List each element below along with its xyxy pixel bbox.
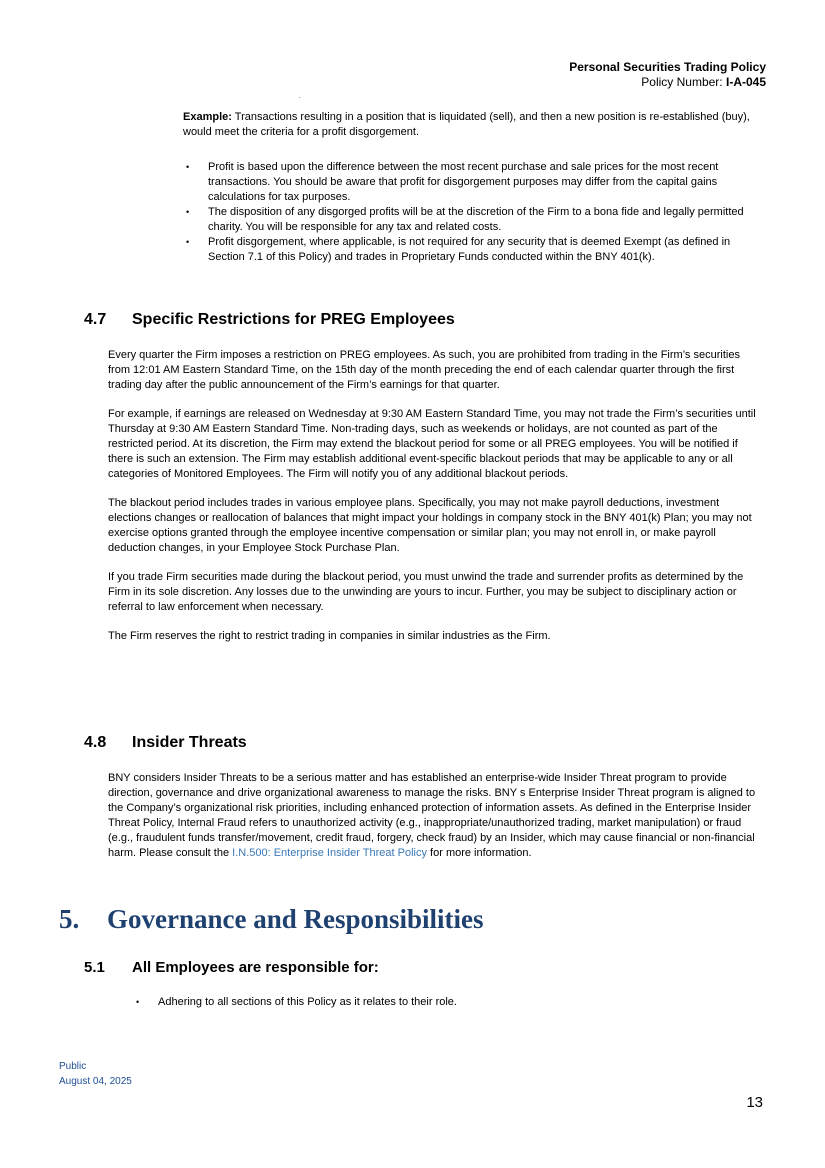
profit-bullet-list [183,160,768,265]
example-label: Example: [183,111,232,123]
section-bold-title: All Employees [132,959,235,976]
policy-number: I-A-045 [725,75,766,89]
insider-threat-paragraph [108,771,764,861]
policy-title: Personal Securities Trading Policy [569,60,766,74]
section-number: 4.8 [84,734,107,751]
page-header [569,60,766,90]
page-number: 13 [746,1094,763,1111]
paragraph: The blackout period includes trades in various employee plans. Specifically, you may not make payroll deductions, investment elections changes or reallocation of balances that might impact your holdings in company stock in the BNY 401(k) Plan; you may not exercise options granted through the employee incentive compensation or similar plan; you may not enroll in, or make payroll deduction changes, in your Employee Stock Purchase Plan. [108,497,752,554]
section-title: Insider Threats [132,734,247,751]
example-text: Transactions resulting in a position that is liquidated (sell), and then a new position is re-established (buy), would meet the criteria for a profit disgorgement. [183,111,750,138]
page-footer [59,1059,132,1089]
section-title: Specific Restrictions for PREG Employees [132,311,455,328]
section-number: 4.7 [84,311,107,328]
footer-date: August 04, 2025 [59,1076,132,1087]
policy-number-label: Policy Number: [641,75,723,89]
section-title-rest: are responsible for: [238,959,379,976]
policy-number-line [569,75,766,90]
chapter-number: 5. [59,904,80,934]
section-heading-5-1 [84,958,379,978]
section-body-4-7 [108,348,764,658]
list-item: • The disposition of any disgorged profits will be at the discretion of the Firm to a bona fide and legally permitted charity. You will be responsible for any tax and related costs. [183,205,768,235]
chapter-title: Governance and Responsibilities [107,904,484,934]
section-number: 5.1 [84,959,105,976]
list-item: • Profit is based upon the difference between the most recent purchase and sale prices for the most recent transactions. You should be aware that profit for disgorgement purposes may differ from the capital gains calculations for tax purposes. [183,160,768,205]
section-heading-4-7 [84,310,455,330]
stray-dot: . [299,94,301,100]
paragraph: The Firm reserves the right to restrict trading in companies in similar industries as the Firm. [108,630,551,642]
section-body-4-8 [108,771,764,875]
list-item: • Adhering to all sections of this Policy as it relates to their role. [133,995,733,1010]
paragraph-text-end: for more information. [430,847,532,859]
section-heading-4-8 [84,733,247,753]
paragraph: Every quarter the Firm imposes a restriction on PREG employees. As such, you are prohibited from trading in the Firm’s securities from 12:01 AM Eastern Standard Time, on the 15th day of the month preceding the end of each calendar quarter through the first trading day after the public announcement of the Firm’s earnings for that quarter. [108,349,740,391]
example-paragraph [183,110,768,140]
policy-link[interactable]: I.N.500: Enterprise Insider Threat Policy [232,847,427,859]
chapter-heading-5 [59,902,484,936]
paragraph: If you trade Firm securities made during the blackout period, you must unwind the trade and surrender profits as determined by the Firm in its sole discretion. Any losses due to the unwinding are yours to incur. Further, you may be subject to disciplinary action or referral to law enforcement when necessary. [108,571,744,613]
classification-label: Public [59,1061,87,1072]
paragraph-text: BNY considers Insider Threats to be a serious matter and has established an enterprise-wide Insider Threat program to provide direction, governance and drive organizational awareness to manage the risks. BNY s Enterprise Insider Threat program is aligned to the Company’s organizational risk priorities, including enhanced protection of information assets. As defined in the Enterprise Insider Threat Policy, Internal Fraud refers to unauthorized activity (e.g., inappropriate/unauthorized trading, market manipulation) or fraud (e.g., fraudulent funds transfer/movement, credit fraud, forgery, check fraud) by an Insider, which may cause financial or non-financial harm. Please consult the [108,772,756,859]
paragraph: For example, if earnings are released on Wednesday at 9:30 AM Eastern Standard Time, you may not trade the Firm’s securities until Thursday at 9:30 AM Eastern Standard Time. Non-trading days, such as weekends or holidays, are not counted as part of the restricted period. At its discretion, the Firm may extend the blackout period for some or all PREG employees. You will be notified if there is such an extension. The Firm may establish additional event-specific blackout periods that may be applicable to any or all categories of Monitored Employees. The Firm will notify you of any additional blackout periods. [108,408,756,480]
responsibility-bullet-list [133,995,733,1010]
list-item: • Profit disgorgement, where applicable, is not required for any security that is deemed Exempt (as defined in Section 7.1 of this Policy) and trades in Proprietary Funds conducted within the BNY 401(k). [183,235,768,265]
